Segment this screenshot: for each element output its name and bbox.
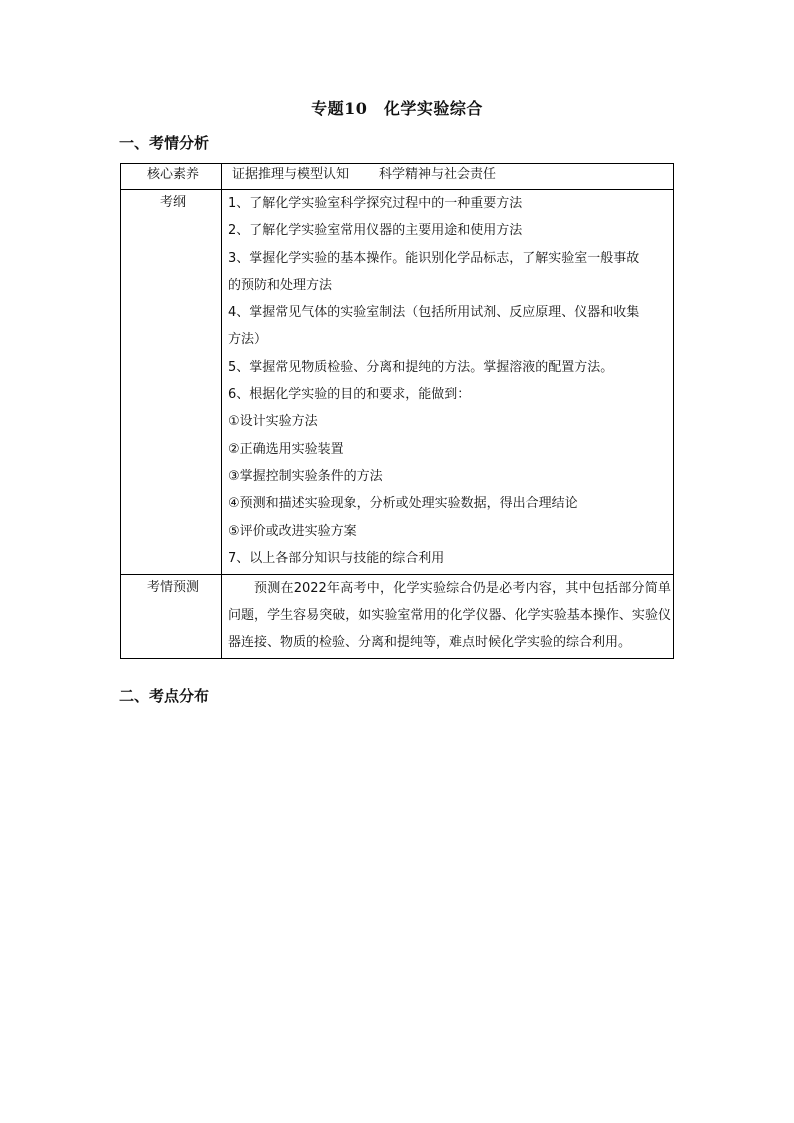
document-title: 专题10 化学实验综合 [311, 99, 483, 118]
outline-content [222, 190, 674, 575]
outline-line: ③掌握控制实验条件的方法 [228, 468, 383, 484]
outline-line: ④预测和描述实验现象，分析或处理实验数据，得出合理结论 [228, 496, 578, 512]
forecast-label: 考情预测 [121, 575, 222, 659]
outline-line: 2、了解化学实验室常用仪器的主要用途和使用方法 [228, 223, 523, 239]
outline-line: 1、了解化学实验室科学探究过程中的一种重要方法 [228, 196, 523, 211]
section-heading-analysis: 一、考情分析 [119, 134, 210, 152]
table-row-outline [121, 190, 674, 575]
table-row-forecast [121, 575, 674, 659]
section-heading-distribution: 二、考点分布 [119, 687, 210, 705]
core-literacy-label: 核心素养 [121, 164, 222, 190]
outline-line: ①设计实验方法 [228, 414, 318, 430]
table-row-core-literacy [121, 164, 674, 190]
core-literacy-content [222, 164, 674, 190]
outline-line: 方法） [228, 332, 268, 348]
outline-line: 3、掌握化学实验的基本操作。能识别化学品标志，了解实验室一般事故 [228, 250, 640, 266]
exam-analysis-table [120, 163, 674, 659]
outline-line: 7、以上各部分知识与技能的综合利用 [228, 550, 445, 566]
outline-label: 考纲 [121, 190, 222, 575]
forecast-text: 预测在2022年高考中，化学实验综合仍是必考内容，其中包括部分简单问题，学生容易突破，如实验室常用的化学仪器、化学实验基本操作、实验仪器连接、物质的检验、分离和提纯等，难点时候化学实验的综合利用。 [222, 575, 674, 659]
outline-line: 6、根据化学实验的目的和要求，能做到： [228, 387, 471, 403]
core-literacy-item: 证据推理与模型认知 [232, 167, 350, 182]
outline-line: ②正确选用实验装置 [228, 441, 344, 457]
outline-line: 4、掌握常见气体的实验室制法（包括所用试剂、反应原理、仪器和收集 [228, 305, 640, 321]
outline-line: 5、掌握常见物质检验、分离和提纯的方法。掌握溶液的配置方法。 [228, 359, 614, 375]
outline-line: ⑤评价或改进实验方案 [228, 523, 357, 539]
core-literacy-item: 科学精神与社会责任 [379, 167, 497, 182]
outline-line: 的预防和处理方法 [228, 277, 333, 293]
